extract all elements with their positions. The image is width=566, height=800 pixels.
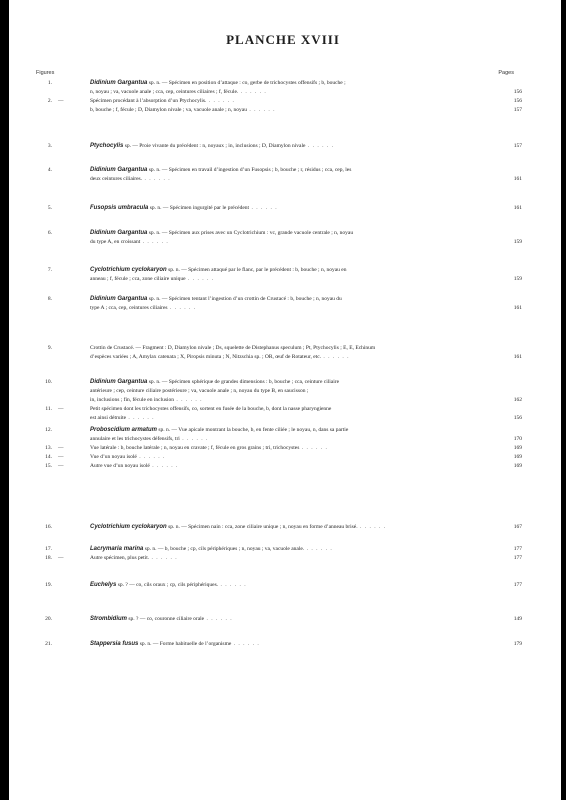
legend-entry — [30, 79, 522, 115]
leader-dots: . . . . . . — [206, 98, 235, 104]
legend-text: Crottin de Crustacé. — Fragment : D, Diamylon nivale ; Ds, squelette de Distephanus speculum ; Pt, Ptychocylis ; E, E, Echinum — [90, 345, 376, 351]
legend-line — [30, 444, 522, 453]
legend-line — [30, 462, 522, 471]
page-number: 161 — [513, 176, 522, 182]
legend-entry — [30, 229, 522, 247]
species-name: Proboscidium armatum — [90, 427, 158, 433]
leader-dots: . . . . . . — [357, 524, 387, 530]
figure-number: 10. — [45, 379, 52, 385]
leader-dots: . . . . . . — [136, 454, 166, 460]
species-name: Didinium Gargantua — [90, 230, 148, 236]
leader-dots: . . . . . . — [238, 89, 267, 95]
legend-line — [30, 142, 522, 151]
legend-text: sp. n. — Vue apicale montrant la bouche, b, en fente ciliée ; le noyau, n, dans sa partie — [157, 427, 349, 433]
legend-entry — [30, 204, 522, 213]
column-header-figures: Figures — [36, 70, 55, 76]
leader-dots: . . . . . . — [167, 305, 197, 311]
leader-dots: . . . . . . — [218, 582, 247, 588]
page-title: PLANCHE XVIII — [226, 32, 340, 47]
legend-text: Spécimen procédant à l’absorption d’un Ptychocylis. — [90, 98, 207, 104]
legend-line — [30, 353, 522, 362]
species-name: Lacrymaria marina — [90, 546, 144, 552]
figure-number: 8. — [47, 296, 52, 302]
legend-line — [30, 581, 522, 590]
column-header-pages: Pages — [498, 70, 514, 76]
legend-entry — [30, 523, 522, 532]
legend-text: sp. n. — Spécimen tentant l’ingestion d’un crottin de Crustacé : b, bouche ; n, noyau du — [147, 296, 342, 302]
legend-text: est ainsi détruite — [90, 415, 127, 421]
page-number: 159 — [513, 239, 522, 245]
legend-text: Autre spécimen, plus petit. — [90, 555, 150, 561]
ditto-dash: — — [58, 463, 64, 469]
page-number: 156 — [513, 89, 522, 95]
legend-line — [30, 523, 522, 532]
species-name: Euchelys — [90, 582, 117, 588]
scan-edge-left — [0, 0, 9, 800]
leader-dots: . . . . . . — [249, 205, 278, 211]
legend-entry — [30, 266, 522, 284]
species-name: Cyclotrichium cyclokaryon — [90, 524, 167, 530]
legend-text: n, noyau ; va, vacuole anale ; cca, cep, ceintures ciliaires ; f, fécule. — [90, 89, 239, 95]
page-number: 169 — [513, 445, 522, 451]
legend-text: sp. n. — Forme habituelle de l’organisme — [138, 641, 232, 647]
leader-dots: . . . . . . — [321, 354, 350, 360]
figure-number: 1. — [47, 80, 52, 86]
species-name: Didinium Gargantua — [90, 80, 148, 86]
page-number: 169 — [513, 454, 522, 460]
legend-entry — [30, 344, 522, 362]
species-name: Ptychocylis — [90, 143, 124, 149]
legend-line — [30, 229, 522, 238]
legend-line — [30, 106, 522, 115]
legend-text: type A ; cca, cep, ceintures ciliaires — [90, 305, 168, 311]
legend-line — [30, 378, 522, 387]
legend-entry — [30, 142, 522, 151]
legend-line — [30, 166, 522, 175]
leader-dots: . . . . . . — [126, 415, 155, 421]
figure-number: 14. — [45, 454, 52, 460]
leader-dots: . . . . . . — [174, 397, 203, 403]
legend-text: du type A, en croissant — [90, 239, 141, 245]
legend-line — [30, 295, 522, 304]
legend-entry — [30, 166, 522, 184]
page-number: 156 — [513, 415, 522, 421]
legend-text: Autre vue d’un noyau isolé — [90, 463, 150, 469]
legend-text: annulaire et les trichocystes défensifs, tri — [90, 436, 180, 442]
legend-line — [30, 175, 522, 184]
legend-line — [30, 266, 522, 275]
legend-text: sp. ? — co, cils oraux ; cp, cils périphériques. — [116, 582, 219, 588]
species-name: Didinium Gargantua — [90, 167, 148, 173]
legend-entry — [30, 378, 522, 423]
figure-number: 2. — [47, 98, 52, 104]
legend-line — [30, 79, 522, 88]
page-number: 157 — [513, 107, 522, 113]
page-number: 156 — [513, 98, 522, 104]
figure-number: 6. — [47, 230, 52, 236]
ditto-dash: — — [58, 98, 64, 104]
legend-line — [30, 414, 522, 423]
page-number: 169 — [513, 463, 522, 469]
figure-number: 20. — [45, 616, 52, 622]
leader-dots: . . . . . . — [149, 463, 179, 469]
leader-dots: . . . . . . — [142, 176, 171, 182]
figure-number: 11. — [45, 406, 52, 412]
ditto-dash: — — [58, 555, 64, 561]
figure-number: 15. — [45, 463, 52, 469]
legend-text: d’espèces variées ; A, Amylax catenata ; X, Piropsis minuta ; N, Nitzschia sp. ; OR, œuf de Rotateur, etc. — [90, 354, 322, 360]
page-number: 161 — [513, 205, 522, 211]
legend-line — [30, 545, 522, 554]
page-number: 167 — [513, 524, 522, 530]
legend-entry — [30, 295, 522, 313]
figure-number: 17. — [45, 546, 52, 552]
figure-number: 16. — [45, 524, 52, 530]
page-number: 179 — [513, 641, 522, 647]
figure-number: 21. — [45, 641, 52, 647]
legend-line — [30, 640, 522, 649]
legend-line — [30, 426, 522, 435]
species-name: Cyclotrichium cyclokaryon — [90, 267, 167, 273]
legend-text: antérieure ; cep, ceinture ciliaire postérieure ; va, vacuole anale ; n, noyau du type B, en saucisson ; — [90, 388, 309, 394]
legend-line — [30, 344, 522, 353]
legend-text: Vue d’un noyau isolé — [90, 454, 137, 460]
legend-line — [30, 238, 522, 247]
page-number: 161 — [513, 354, 522, 360]
leader-dots: . . . . . . — [179, 436, 209, 442]
legend-text: sp. ? — co, couronne ciliaire orale — [127, 616, 205, 622]
page-number: 177 — [513, 546, 522, 552]
legend-text: sp. n. — Spécimen attaqué par le flanc, par le précédent : b, bouche ; n, noyau en — [166, 267, 347, 273]
legend-entry — [30, 581, 522, 590]
legend-line — [30, 615, 522, 624]
legend-line — [30, 88, 522, 97]
legend-text: sp. n. — b, bouche ; cp, cils périphériques ; n, noyau ; va, vacuole anale. — [143, 546, 305, 552]
page-number: 162 — [513, 397, 522, 403]
legend-text: anneau ; f, fécule ; cca, zone ciliaire unique — [90, 276, 186, 282]
species-name: Fusopsis umbracula — [90, 205, 149, 211]
legend-line — [30, 387, 522, 396]
legend-text: sp. n. — Spécimen nain : cca, zone ciliaire unique ; n, noyau en forme d’anneau brisé. — [166, 524, 358, 530]
legend-line — [30, 405, 522, 414]
figure-number: 5. — [47, 205, 52, 211]
figure-number: 3. — [47, 143, 52, 149]
scan-edge-right — [561, 0, 566, 800]
legend-entry — [30, 615, 522, 624]
legend-line — [30, 97, 522, 106]
page-number: 159 — [513, 276, 522, 282]
leader-dots: . . . . . . — [204, 616, 233, 622]
page-number: 170 — [513, 436, 522, 442]
figure-number: 13. — [45, 445, 52, 451]
legend-text: sp. n. — Spécimen sphérique de grandes dimensions : b, bouche ; cca, ceinture ciliaire — [147, 379, 340, 385]
legend-line — [30, 554, 522, 563]
legend-line — [30, 304, 522, 313]
leader-dots: . . . . . . — [149, 555, 178, 561]
leader-dots: . . . . . . — [299, 445, 328, 451]
legend-line — [30, 435, 522, 444]
species-name: Didinium Gargantua — [90, 379, 148, 385]
figure-number: 19. — [45, 582, 52, 588]
leader-dots: . . . . . . — [304, 546, 333, 552]
legend-text: Petit spécimen dont les trichocystes offensifs, co, sortent en fusée de la bouche, b, dont la nasse pharyngienne — [90, 406, 332, 412]
page-number: 177 — [513, 582, 522, 588]
page-number: 177 — [513, 555, 522, 561]
figure-number: 4. — [47, 167, 52, 173]
legend-text: deux ceintures ciliaires. — [90, 176, 143, 182]
legend-text: sp. n. — Spécimen ingurgité par le précédent — [148, 205, 250, 211]
figure-number: 9. — [47, 345, 52, 351]
legend-entry — [30, 426, 522, 471]
legend-line — [30, 453, 522, 462]
legend-entry — [30, 545, 522, 563]
species-name: Stappersia fusus — [90, 641, 139, 647]
legend-text: b, bouche ; f, fécule ; D, Diamylon nivale ; va, vacuole anale ; n, noyau — [90, 107, 248, 113]
legend-text: sp. n. — Spécimen en travail d’ingestion d’un Fusopsis ; b, bouche ; r, résidus ; cca, cep, les — [147, 167, 352, 173]
leader-dots: . . . . . . — [140, 239, 169, 245]
figure-number: 7. — [47, 267, 52, 273]
ditto-dash: — — [58, 406, 64, 412]
legend-text: in, inclusions ; fin, fécule en inclusion — [90, 397, 175, 403]
page-number: 149 — [513, 616, 522, 622]
leader-dots: . . . . . . — [305, 143, 334, 149]
ditto-dash: — — [58, 445, 64, 451]
species-name: Didinium Gargantua — [90, 296, 148, 302]
ditto-dash: — — [58, 454, 64, 460]
species-name: Strombidium — [90, 616, 127, 622]
leader-dots: . . . . . . — [231, 641, 260, 647]
legend-line — [30, 275, 522, 284]
figure-number: 12. — [45, 427, 52, 433]
page-number: 161 — [513, 305, 522, 311]
legend-line — [30, 204, 522, 213]
legend-entry — [30, 640, 522, 649]
leader-dots: . . . . . . — [247, 107, 276, 113]
legend-line — [30, 396, 522, 405]
figure-number: 18. — [45, 555, 52, 561]
leader-dots: . . . . . . — [185, 276, 215, 282]
legend-text: sp. — Proie vivante du précédent : n, noyaux ; in, inclusions ; D, Diamylon nivale — [123, 143, 306, 149]
page-number: 157 — [513, 143, 522, 149]
legend-text: sp. n. — Spécimen en position d’attaque : co, gerbe de trichocystes offensifs ; b, bouche ; — [147, 80, 346, 86]
legend-text: Vue latérale : b, bouche latérale ; n, noyau en cravate ; f, fécule en gros grains ; tri, trichocystes — [90, 445, 300, 451]
legend-text: sp. n. — Spécimen aux prises avec un Cyclotrichium : vc, grande vacuole centrale ; n, noyau — [147, 230, 354, 236]
